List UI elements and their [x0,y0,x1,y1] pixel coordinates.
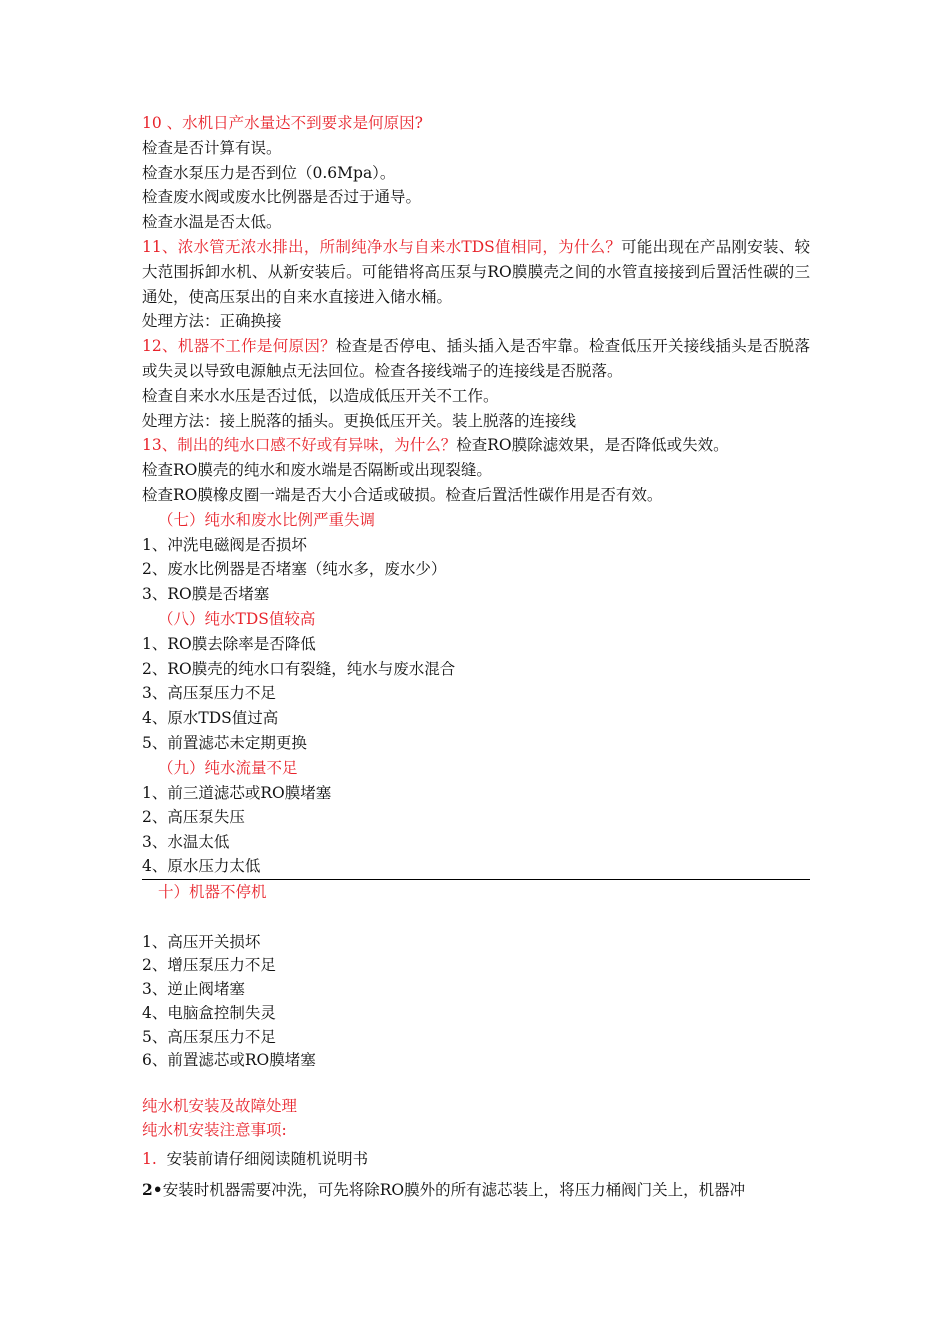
sec7-item-3: 3、RO膜是否堵塞 [142,585,270,604]
section-12-question: 12、机器不工作是何原因？ [142,337,336,356]
sec9-item-3: 3、水温太低 [142,833,230,852]
section-11-method: 处理方法：正确换接 [142,312,282,331]
sec10b-item-1: 1、高压开关损坏 [142,932,261,951]
sec10b-item-2: 2、增压泵压力不足 [142,956,276,975]
install-step-1-text: 安装前请仔细阅读随机说明书 [166,1149,369,1168]
install-title: 纯水机安装及故障处理 [142,1097,298,1116]
section-12-answer: 检查是否停电、插头插入是否牢靠。检查低压开关接线插头是否脱落或失灵以导致电源触点无法回位。检查各接线端子的连接线是否脱落。 [142,337,810,380]
sec8-item-5: 5、前置滤芯未定期更换 [142,733,307,752]
install-step-2-text: 安装时机器需要冲洗，可先将除RO膜外的所有滤芯装上，将压力桶阀门关上，机器冲 [162,1180,746,1199]
section-7-heading: （七）纯水和废水比例严重失调 [158,510,376,529]
section-12-paragraph [142,334,810,384]
sec9-item-4: 4、原水压力太低 [142,855,810,880]
sec8-item-4: 4、原水TDS值过高 [142,709,279,728]
sec10-line-4: 检查水温是否太低。 [142,213,282,232]
section-13-question: 13、制出的纯水口感不好或有异味，为什么？ [142,436,457,455]
sec9-item-1: 1、前三道滤芯或RO膜堵塞 [142,783,332,802]
sec8-item-2: 2、RO膜壳的纯水口有裂缝，纯水与废水混合 [142,659,456,678]
install-step-1 [142,1147,810,1172]
section-10b-heading: 十）机器不停机 [158,882,267,901]
sec8-item-1: 1、RO膜去除率是否降低 [142,634,316,653]
spacer [142,1073,810,1095]
section-10-heading: 10 、水机日产水量达不到要求是何原因? [142,114,423,132]
section-13-answer: 检查RO膜除滤效果，是否降低或失效。 [456,436,729,455]
sec13-line-1: 检查RO膜壳的纯水和废水端是否隔断或出现裂缝。 [142,461,492,480]
document-page [142,111,810,1202]
section-12-line: 检查自来水水压是否过低，以造成低压开关不工作。 [142,386,499,405]
sec9-item-2: 2、高压泵失压 [142,808,245,827]
section-12-method: 处理方法：接上脱落的插头。更换低压开关。装上脱落的连接线 [142,411,577,430]
section-9-heading: （九）纯水流量不足 [158,758,298,777]
sec10b-item-6: 6、前置滤芯或RO膜堵塞 [142,1051,316,1070]
section-13-paragraph [142,433,810,458]
sec7-item-1: 1、冲洗电磁阀是否损坏 [142,535,307,554]
section-11-answer: 可能出现在产品刚安装、较大范围拆卸水机、从新安装后。可能错将高压泵与RO膜膜壳之间的水管直接接到后置活性碳的三通处，使高压泵出的自来水直接进入储水桶。 [142,237,810,306]
sec10b-item-4: 4、电脑盒控制失灵 [142,1003,276,1022]
install-subtitle: 纯水机安装注意事项: [142,1121,287,1140]
sec13-line-2: 检查RO膜橡皮圈一端是否大小合适或破损。检查后置活性碳作用是否有效。 [142,485,663,504]
install-step-2-number: 2• [142,1179,163,1199]
section-10b-list [142,931,810,1074]
sec8-item-3: 3、高压泵压力不足 [142,684,276,703]
sec7-item-2: 2、废水比例器是否堵塞（纯水多，废水少） [142,560,447,579]
section-11-question: 11、浓水管无浓水排出，所制纯净水与自来水TDS值相同，为什么？ [142,237,622,256]
install-step-1-number: 1. [142,1149,157,1168]
sec10b-item-3: 3、逆止阀堵塞 [142,980,245,999]
sec10-line-3: 检查废水阀或废水比例器是否过于通导。 [142,188,422,207]
sec10b-item-5: 5、高压泵压力不足 [142,1027,276,1046]
install-step-2 [142,1178,810,1203]
sec10-line-2: 检查水泵压力是否到位（0.6Mpa）。 [142,163,396,182]
sec10-line-1: 检查是否计算有误。 [142,138,282,157]
section-8-heading: （八）纯水TDS值较高 [158,609,316,628]
section-11-paragraph [142,235,810,309]
